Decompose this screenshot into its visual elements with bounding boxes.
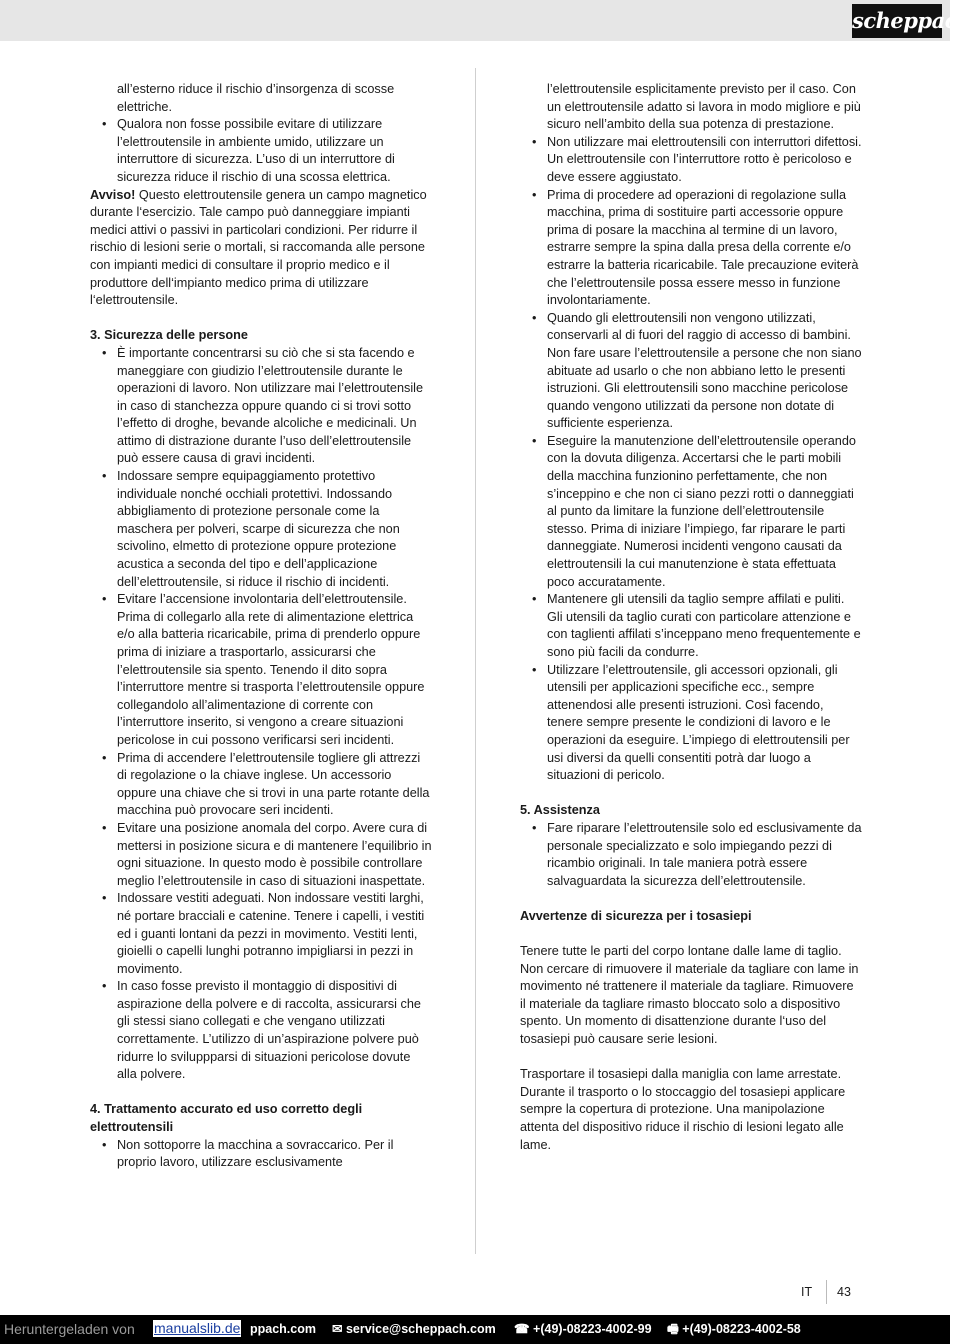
bullet-item: • Indossare sempre equipaggiamento protettivo individuale nonché occhiali protettivi. Indossando abbigliamento di protezione personale come la maschera per polveri, scarpe di sicurezza che non scivolino, elmetto di protezione oppure protezione acustica a seconda del tipo e dell’applicazione dell’elettroutensile, si riduce il rischio di incidenti. bbox=[90, 468, 432, 591]
bullet-item: • Non utilizzare mai elettroutensili con interruttori difettosi. Un elettroutensile con l’interruttore rotto è pericoloso e deve essere aggiustato. bbox=[520, 134, 862, 187]
bullet-item: • Prima di accendere l’elettroutensile togliere gli attrezzi di regolazione o la chiave inglese. Un accessorio oppure una chiave che si trovi in una parte rotante della macchina può provocare seri incidenti. bbox=[90, 750, 432, 820]
page-number: 43 bbox=[837, 1285, 851, 1299]
bullet-item: • Prima di procedere ad operazioni di regolazione sulla macchina, prima di sostituire parti accessorie oppure prima di posare la macchina al termine di un lavoro, estrarre sempre la spina dalla presa della corrente e/o estrarre la batteria ricaricabile. Tale precauzione eviterà che l’elettroutensile possa essere messo in funzione involontariamente. bbox=[520, 187, 862, 310]
bullet-list bbox=[520, 134, 862, 785]
paragraph: Tenere tutte le parti del corpo lontane dalle lame di taglio. Non cercare di rimuovere il materiale da tagliare con lame in movimento né trattenere il materiale da tagliare. Rimuovere il materiale da tagliare rimasto bloccato solo a dispositivo spento. Un momento di disattenzione durante l‘uso del tosasiepi può causare serie lesioni. bbox=[520, 944, 859, 1047]
spacer bbox=[520, 785, 862, 803]
bullet-item: • Evitare una posizione anomala del corpo. Avere cura di mettersi in posizione sicura e di mantenere l’equilibrio in ogni situazione. In questo modo è possibile controllare meglio l’elettroutensile in caso di situazioni inaspettate. bbox=[90, 820, 432, 890]
notice-paragraph bbox=[90, 187, 432, 310]
language-code: IT bbox=[801, 1285, 813, 1299]
left-column bbox=[90, 81, 432, 1172]
download-bar bbox=[0, 1315, 950, 1344]
spacer bbox=[520, 1049, 862, 1067]
bullet-list bbox=[90, 1137, 432, 1172]
email-text: ✉ service@scheppach.com bbox=[332, 1322, 496, 1336]
spacer bbox=[520, 926, 862, 944]
bullet-item: • Eseguire la manutenzione dell’elettroutensile operando con la dovuta diligenza. Accertarsi che le parti mobili della macchina funzionino perfettamente, che non s’inceppino e che non ci siano pezzi rotti o danneggiati al punto da limitare la funzione dell’elettroutensile stesso. Prima di iniziare l’impiego, far riparare le parti danneggiate. Numerosi incidenti vengono causati da elettroutensili la cui manutenzione è stata effettuata poco accuratamente. bbox=[520, 433, 862, 591]
footer-separator bbox=[826, 1280, 827, 1304]
bullet-item: • Fare riparare l’elettroutensile solo ed esclusivamente da personale specializzato e solo impiegando pezzi di ricambio originali. In tale maniera potrà essere salvaguardata la sicurezza dell’elettroutensile. bbox=[520, 820, 862, 890]
bullet-item: • È importante concentrarsi su ciò che si sta facendo e maneggiare con giudizio l’elettroutensile durante le operazioni di lavoro. Non utilizzare mai l’elettroutensile in caso di stanchezza oppure quando ci si trovi sotto l’effetto di droghe, bevande alcoliche e medicinali. Un attimo di distrazione durante l’uso dell’elettroutensile può essere causa di gravi incidenti. bbox=[90, 345, 432, 468]
bullet-item: • Evitare l’accensione involontaria dell’elettroutensile. Prima di collegarlo alla rete di alimentazione elettrica e/o alla batteria ricaricabile, prima di prenderlo oppure prima di iniziare a trasportarlo, assicurarsi che l’elettroutensile sia spento. Tenendo il dito sopra l’interruttore mentre si trasporta l’elettroutensile oppure collegandolo all’alimentazione di corrente con l’interruttore inserito, si vengono a creare situazioni pericolose in cui possono verificarsi seri incidenti. bbox=[90, 591, 432, 749]
bullet-list bbox=[90, 116, 432, 186]
manualslib-link[interactable]: manualslib.de bbox=[154, 1320, 241, 1336]
bullet-item: • Non sottoporre la macchina a sovraccarico. Per il proprio lavoro, utilizzare esclusivamente bbox=[90, 1137, 432, 1172]
bullet-list bbox=[90, 345, 432, 1084]
downloaded-from-text: Heruntergeladen von bbox=[4, 1321, 135, 1337]
brand-logo: scheppach bbox=[852, 4, 942, 38]
fax-text: 🖷 +(49)-08223-4002-58 bbox=[667, 1322, 801, 1336]
phone-text: ☎ +(49)-08223-4002-99 bbox=[514, 1322, 652, 1336]
continued-text: l’elettroutensile esplicitamente previsto per il caso. Con un elettroutensile adatto si lavora in modo migliore e più sicuro nell’ambito della sua potenza di prestazione. bbox=[547, 82, 861, 132]
spacer bbox=[90, 1084, 432, 1102]
bullet-item: • In caso fosse previsto il montaggio di dispositivi di aspirazione della polvere e di raccolta, assicurarsi che gli stessi siano collegati e che vengano utilizzati correttamente. L’utilizzo di un’aspirazione polvere può ridurre lo sviluppparsi di situazioni pericolose dovute alla polvere. bbox=[90, 978, 432, 1084]
website-text: ppach.com bbox=[250, 1322, 316, 1336]
section-heading: 3. Sicurezza delle persone bbox=[90, 328, 248, 343]
notice-text: Questo elettroutensile genera un campo magnetico durante l‘esercizio. Tale campo può danneggiare impianti medici attivi o passivi in particolari condizioni. Per ridurre il rischio di lesioni serie o mortali, si raccomanda alle persone con impianti medici di consultare il proprio medico e il produttore dell‘impianto medico prima di utilizzare l‘elettroutensile. bbox=[90, 187, 427, 308]
spacer bbox=[90, 310, 432, 328]
bullet-item: • Qualora non fosse possibile evitare di utilizzare l’elettroutensile in ambiente umido, utilizzare un interruttore di sicurezza. L’uso di un interruttore di sicurezza riduce il rischio di una scossa elettrica. bbox=[90, 116, 432, 186]
notice-label: Avviso! bbox=[90, 187, 136, 202]
section-heading: 5. Assistenza bbox=[520, 803, 600, 818]
bullet-list bbox=[520, 820, 862, 890]
continued-text: all’esterno riduce il rischio d’insorgenza di scosse elettriche. bbox=[117, 82, 395, 114]
bullet-item: • Mantenere gli utensili da taglio sempre affilati e puliti. Gli utensili da taglio curati con particolare attenzione e con taglienti affilati s’inceppano meno frequentemente e sono più facili da condurre. bbox=[520, 591, 862, 661]
spacer bbox=[520, 890, 862, 908]
bullet-item: • Indossare vestiti adeguati. Non indossare vestiti larghi, né portare bracciali e catenine. Tenere i capelli, i vestiti ed i guanti lontani da pezzi in movimento. Vestiti lenti, gioielli o capelli lunghi potranno impigliarsi in pezzi in movimento. bbox=[90, 890, 432, 978]
bullet-item: • Utilizzare l’elettroutensile, gli accessori opzionali, gli utensili per applicazioni specifiche ecc., sempre attenendosi alle presenti istruzioni. Così facendo, tenere sempre presente le condizioni di lavoro e le operazioni da eseguire. L’impiego di elettroutensili per usi diversi da quelli consentiti potrà dar luogo a situazioni di pericolo. bbox=[520, 662, 862, 785]
column-divider bbox=[475, 68, 476, 1254]
paragraph: Trasportare il tosasiepi dalla maniglia con lame arrestate. Durante il trasporto o lo stoccaggio del tosasiepi applicare sempre la copertura di protezione. Una manipolazione attenta del dispositivo riduce il rischio di lesioni legato alle lame. bbox=[520, 1067, 846, 1152]
section-heading: Avvertenze di sicurezza per i tosasiepi bbox=[520, 908, 752, 923]
header-bar bbox=[0, 0, 972, 41]
right-column bbox=[520, 81, 862, 1154]
bullet-item: • Quando gli elettroutensili non vengono utilizzati, conservarli al di fuori del raggio di accesso di bambini. Non fare usare l’elettroutensile a persone che non siano abituate ad usarlo o che non abbiano letto le presenti istruzioni. Gli elettroutensili sono macchine pericolose quando vengono utilizzati da persone non dotate di sufficiente esperienza. bbox=[520, 310, 862, 433]
section-heading: 4. Trattamento accurato ed uso corretto degli elettroutensili bbox=[90, 1102, 363, 1135]
